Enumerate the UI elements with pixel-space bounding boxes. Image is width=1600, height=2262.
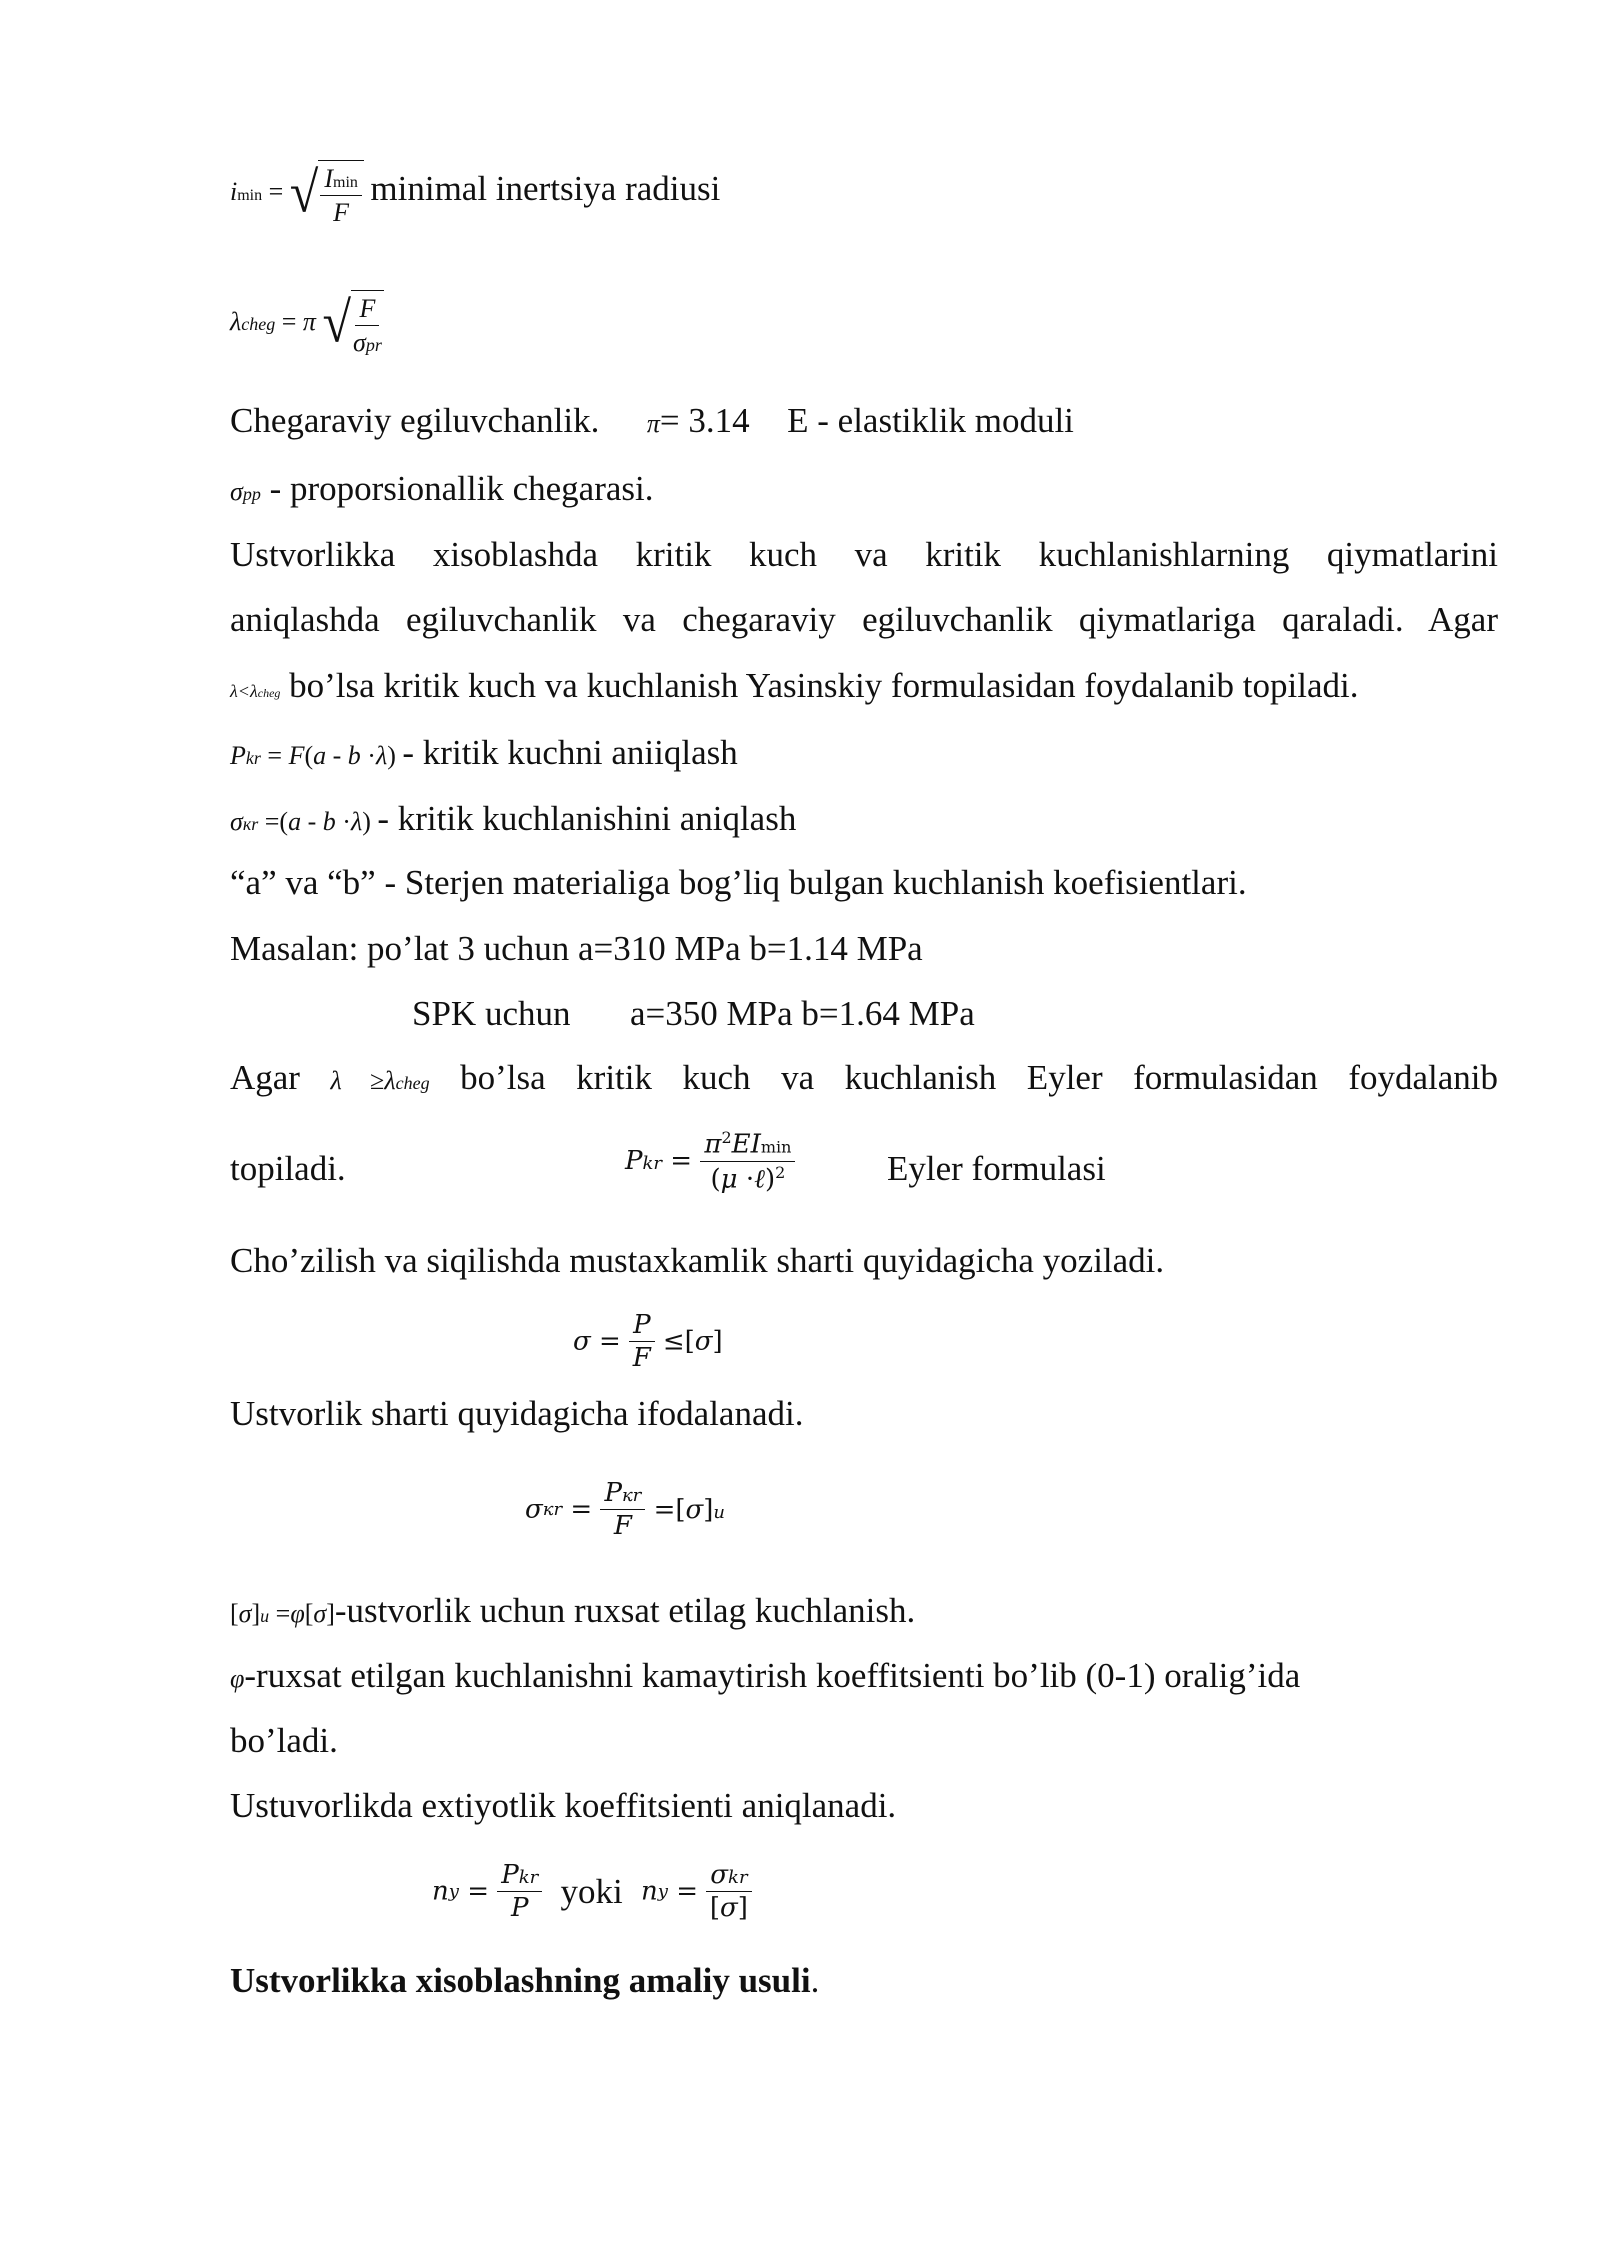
pkr-formula-line xyxy=(230,732,738,774)
ustuvorlik-line: Ustuvorlikda extiyotlik koeffitsienti aniqlanadi. xyxy=(230,1786,897,1825)
phi-description: -ruxsat etilgan kuchlanishni kamaytirish koeffitsienti bo’lib (0-1) oralig’ida xyxy=(244,1656,1301,1695)
section-heading xyxy=(230,1960,819,2002)
lambda-cheg-formula: λcheg = π √ $\frac{F}{\text{σpr}}$ xyxy=(230,307,384,336)
spk-label: SPK uchun xyxy=(412,994,571,1033)
formula-line-lambda-cheg xyxy=(230,290,384,358)
sigma-kr-description: - kritik kuchlanishini aniqlash xyxy=(377,799,797,838)
formula-line-imin xyxy=(230,160,720,228)
section-heading-text: Ustvorlikka xisoblashning amaliy usuli xyxy=(230,1961,811,2000)
agar-eyler-line xyxy=(230,1058,1498,1098)
chegaraviy-text: Chegaraviy egiluvchanlik. xyxy=(230,401,600,440)
stability-condition-formula: σкr = $\frac{\text{Pкr}}{F}$ =[σ]u xyxy=(525,1478,725,1541)
agar-eyler-text: bo’lsa kritik kuch va kuchlanish Eyler formulasidan foydalanib xyxy=(460,1058,1499,1097)
phi-line xyxy=(230,1655,1300,1697)
eyler-label: Eyler formulasi xyxy=(887,1149,1106,1188)
proporsional-line xyxy=(230,468,653,510)
strength-condition-formula: σ = $\frac{P}{F}$ ≤[σ] xyxy=(573,1310,723,1373)
modulus-text: E - elastiklik moduli xyxy=(787,401,1074,440)
pkr-yasinskiy-formula: Pkr = F(a - b ·λ) xyxy=(230,741,396,770)
imin-formula: imin = √ $\frac{Imin}{F}$ xyxy=(230,177,370,206)
skr-formula-line xyxy=(230,798,796,840)
sigma-kr-yasinskiy-formula: σкr =(a - b ·λ) xyxy=(230,807,371,836)
euler-formula: Pkr = $\frac{\pi^2EImin}{(\mu \cdot\ell)^2}$ xyxy=(625,1128,795,1194)
section-heading-dot: . xyxy=(810,1961,820,2000)
masalan-line: Masalan: po’lat 3 uchun a=310 MPa b=1.14 MPa xyxy=(230,929,923,968)
lambda-ge-cheg: λ ≥λcheg xyxy=(330,1066,430,1095)
phi-line-2: bo’ladi. xyxy=(230,1721,338,1760)
topiladi-word: topiladi. xyxy=(230,1149,346,1188)
ruxsat-text: -ustvorlik uchun ruxsat etilag kuchlanish. xyxy=(334,1591,916,1630)
paragraph-line-2: aniqlashda egiluvchanlik va chegaraviy egiluvchanlik qiymatlariga qaraladi. Agar xyxy=(230,600,1498,639)
paragraph-line-1: Ustvorlikka xisoblashda kritik kuch va kritik kuchlanishlarning qiymatlarini xyxy=(230,535,1498,574)
ab-description: “a” va “b” - Sterjen materialiga bog’liq bulgan kuchlanish koefisientlari. xyxy=(230,863,1247,902)
pkr-description: - kritik kuchni aniiqlash xyxy=(402,733,738,772)
spk-values: a=350 MPa b=1.64 MPa xyxy=(630,994,975,1033)
paragraph-line-3-text: bo’lsa kritik kuch va kuchlanish Yasinskiy formulasidan foydalanib topiladi. xyxy=(289,666,1359,705)
allowable-stress-formula: [σ]u =φ[σ] xyxy=(230,1599,335,1628)
pi-symbol: π xyxy=(646,409,660,438)
imin-description: minimal inertsiya radiusi xyxy=(370,169,721,209)
yoki-word: yoki xyxy=(560,1871,623,1911)
phi-symbol: φ xyxy=(230,1664,245,1693)
pi-value: = 3.14 xyxy=(659,401,750,440)
chozilish-line: Cho’zilish va siqilishda mustaxkamlik sharti quyidagicha yoziladi. xyxy=(230,1241,1165,1280)
ustvorlik-sharti-line: Ustvorlik sharti quyidagicha ifodalanadi. xyxy=(230,1394,804,1433)
ruxsat-line xyxy=(230,1590,915,1632)
spk-line xyxy=(412,993,975,1035)
paragraph-line-3 xyxy=(230,665,1358,707)
proporsional-text: - proporsionallik chegarasi. xyxy=(269,469,654,508)
chegaraviy-line xyxy=(230,400,1074,442)
safety-factor-formulas: ny = $\frac{\text{Pkr}}{P}$ yoki ny = $\frac{\text{σkr}}{[\sigma]}$ xyxy=(432,1860,752,1923)
lambda-lt-cheg: λ<λcheg xyxy=(230,681,281,701)
sigma-pp-symbol: σpp xyxy=(230,477,261,506)
agar-word: Agar xyxy=(230,1058,300,1097)
